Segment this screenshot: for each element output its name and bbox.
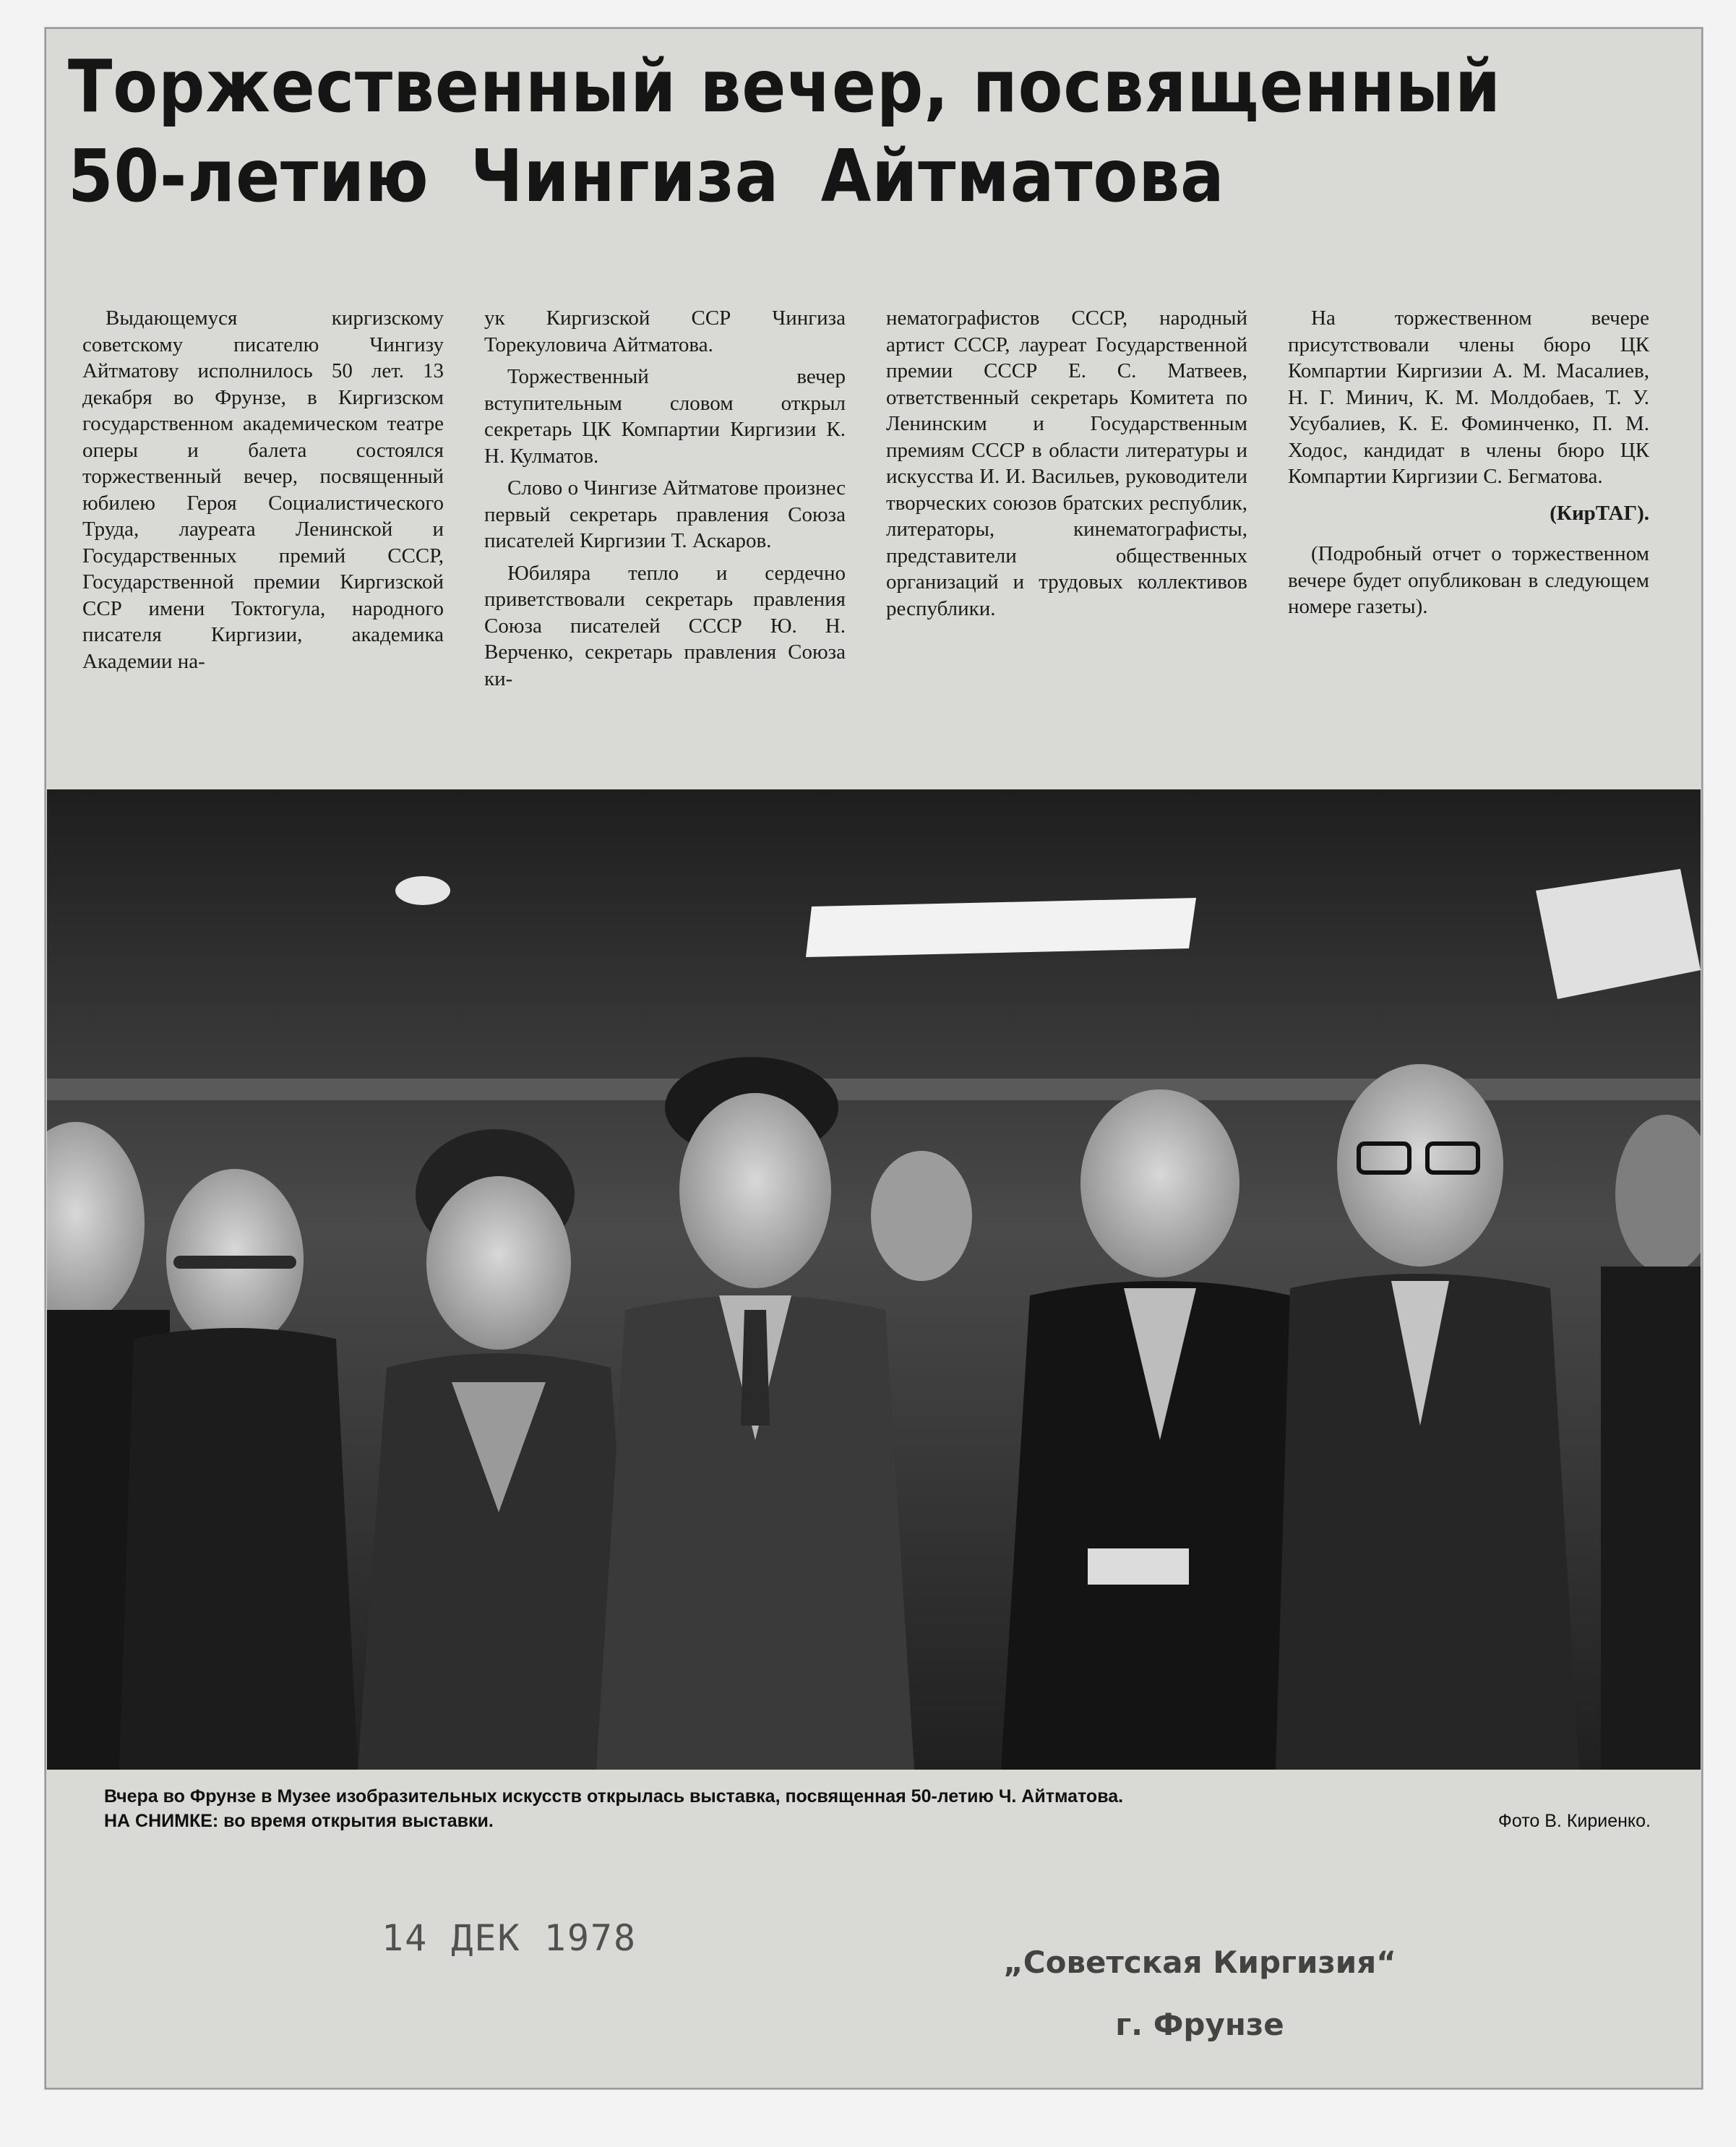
follow-up-note: (Подробный отчет о торжественном вечере будет опубликован в следующем номере газеты). — [1288, 542, 1649, 618]
newspaper-city: г. Фрунзе — [1115, 2007, 1284, 2042]
newspaper-clipping — [45, 27, 1703, 2089]
group-photo — [47, 789, 1701, 1770]
article-headline — [68, 42, 1525, 221]
photo-credit: Фото В. Кириенко. — [1497, 1811, 1651, 1831]
article-column-3 — [886, 305, 1247, 627]
column-2-paragraph-3: Слово о Чингизе Айтматове произнес первый секретарь правления Союза писателей Киргизии Т. Аскаров. — [484, 476, 846, 552]
newspaper-stamp — [997, 1932, 1402, 2056]
photo-caption — [104, 1784, 1651, 1833]
caption-line-1: Вчера во Фрунзе в Музее изобразительных искусств открылась выставка, посвященная 50-летию Ч. Айтматова. — [104, 1786, 1124, 1807]
article-column-4 — [1288, 305, 1649, 626]
person-background — [871, 1151, 972, 1281]
column-1-text: Выдающемуся киргизскому советскому писателю Чингизу Айтматову исполнилось 50 лет. 13 декабря во Фрунзе, в Киргизском государственном академическом театре оперы и балета состоялся торжественный вечер, посвященный юбилею Героя Социалистического Труда, лауреата Ленинской и Государственных премий СССР, Государственной премии Киргизской ССР имени Токтогула, народного писателя Киргизии, академика Академии на- — [82, 307, 444, 673]
column-3-text: нематографистов СССР, народный артист СССР, лауреат Государственной премии СССР Е. С. Матвеев, ответственный секретарь Комитета по Ленинским и Государственным премиям СССР в области литературы и искусства И. И. Васильев, руководители творческих союзов братских республик, литераторы, кинематографисты, представители общественных организаций и трудовых коллективов республики. — [886, 307, 1247, 620]
ceiling-light-panel — [806, 898, 1196, 957]
date-stamp: 14 ДЕК 1978 — [382, 1917, 637, 1959]
headline-line-2: 50-летию Чингиза Айтматова — [68, 134, 1225, 218]
column-4-paragraph-1: На торжественном вечере присутствовали члены бюро ЦК Компартии Киргизии А. М. Масалиев, Н. Г. Минич, К. М. Молдобаев, Т. У. Усубалиев, К. Е. Фоминченко, П. М. Ходос, кандидат в члены бюро ЦК Компартии Киргизии С. Бегматова. — [1288, 307, 1649, 488]
caption-line-2: НА СНИМКЕ: во время открытия выставки. — [104, 1811, 494, 1831]
ceiling-lamp — [395, 876, 450, 905]
column-2-paragraph-4: Юбиляра тепло и сердечно приветствовали секретарь правления Союза писателей СССР Ю. Н. Верченко, секретарь правления Союза ки- — [484, 561, 846, 690]
article-body — [82, 305, 1672, 775]
newspaper-name: „Советская Киргизия“ — [1003, 1945, 1396, 1980]
news-agency-source: (КирТАГ). — [1550, 501, 1649, 525]
column-2-paragraph-1: ук Киргизской ССР Чингиза Торекуловича Айтматова. — [484, 307, 846, 356]
column-2-paragraph-2: Торжественный вечер вступительным словом открыл секретарь ЦК Компартии Киргизии К. Н. Кулматов. — [484, 365, 846, 468]
headline-line-1: Торжественный вечер, посвященный — [68, 44, 1501, 129]
article-column-2 — [484, 305, 846, 698]
article-column-1 — [82, 305, 444, 680]
